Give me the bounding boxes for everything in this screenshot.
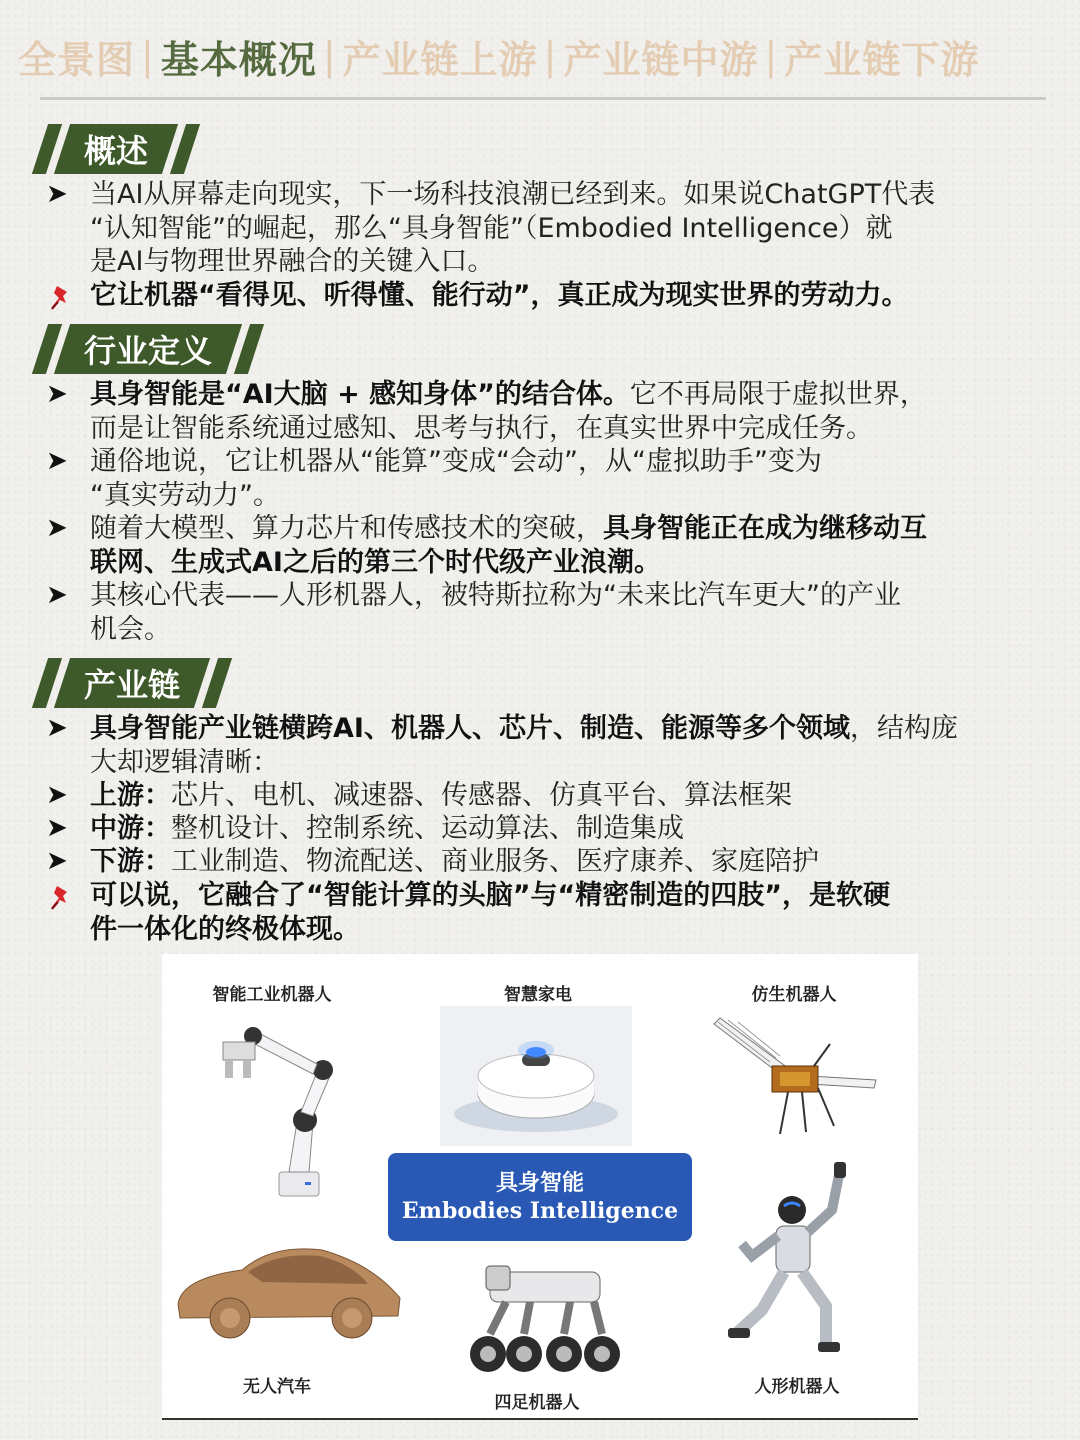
list-item [46,378,1046,445]
list-item [46,512,1046,579]
caption-smart-appliance: 智慧家电 [504,985,572,1005]
list-item-highlight [46,279,1046,313]
autonomous-car-image [172,1234,404,1344]
plain-text: 芯片、电机、减速器、传感器、仿真平台、算法框架 [171,780,792,811]
nav-separator: | [322,34,337,78]
paragraph-line: 联网、生成式AI之后的第三个时代级产业浪潮。 [90,546,661,578]
bold-lead: 具身智能是“AI大脑 + 感知身体”的结合体。 [90,379,630,410]
caption-humanoid-robot: 人形机器人 [754,1377,840,1397]
bold-text: 具身智能正在成为继移动互 [603,513,927,544]
bullet-arrow-icon: ➤ [46,846,68,876]
paragraph-line [90,712,1046,746]
robot-vacuum-image [440,1006,632,1146]
paragraph-line [90,845,1046,879]
caption-quadruped-robot: 四足机器人 [494,1393,580,1413]
plain-text: 随着大模型、算力芯片和传感技术的突破， [90,513,603,544]
bullet-arrow-icon: ➤ [46,713,68,743]
bullet-arrow-icon: ➤ [46,780,68,810]
nav-tab-midstream[interactable]: 产业链中游 [563,37,759,82]
industrial-robot-arm-image [217,1012,347,1202]
top-nav [18,24,1068,88]
caption-autonomous-car: 无人汽车 [243,1377,311,1397]
center-label-zh: 具身智能 [495,1170,584,1196]
bold-label: 下游： [90,846,171,877]
section-title: 行业定义 [84,332,213,370]
pushpin-icon [46,883,76,913]
section-tag-definition [40,324,256,374]
caption-bionic-robot: 仿生机器人 [751,985,837,1005]
highlight-text: 它让机器“看得见、听得懂、能行动”，真正成为现实世界的劳动力。 [90,280,909,311]
pushpin-icon [46,283,76,313]
bullet-arrow-icon: ➤ [46,179,68,209]
nav-separator: | [543,34,558,78]
humanoid-robot-image [722,1160,882,1360]
paragraph-line: “认知智能”的崛起，那么“具身智能”（Embodied Intelligence）就 [90,212,893,244]
list-item [46,178,1046,279]
paragraph-line [90,812,1046,846]
paragraph-line: 当AI从屏幕走向现实，下一场科技浪潮已经到来。如果说ChatGPT代表 [90,179,936,210]
plain-text: 工业制造、物流配送、商业服务、医疗康养、家庭陪护 [171,846,819,877]
nav-tab-upstream[interactable]: 产业链上游 [342,37,538,82]
plain-text: 整机设计、控制系统、运动算法、制造集成 [171,813,684,844]
center-label-en: Embodies Intelligence [401,1198,679,1224]
list-item [46,579,1046,646]
section-title: 产业链 [84,666,181,704]
list-item-upstream [46,779,1046,813]
nav-tab-overview[interactable]: 基本概况 [160,37,317,82]
bullet-arrow-icon: ➤ [46,580,68,610]
list-item-highlight [46,879,1046,946]
bullet-arrow-icon: ➤ [46,446,68,476]
list-item [46,712,1046,779]
bullet-arrow-icon: ➤ [46,379,68,409]
nav-tab-panorama[interactable]: 全景图 [18,37,136,82]
bold-label: 中游： [90,813,171,844]
plain-text: ，结构庞 [849,713,958,744]
nav-separator: | [141,34,155,78]
paragraph-line: 而是让智能系统通过感知、思考与执行，在真实世界中完成任务。 [90,412,873,444]
list-item [46,445,1046,512]
paragraph-line: 机会。 [90,613,171,645]
embodied-intelligence-figure [162,954,918,1420]
nav-separator: | [764,34,779,78]
paragraph-line [90,779,1046,813]
paragraph-line: “真实劳动力”。 [90,479,280,511]
paragraph-line [90,512,1046,546]
list-item-downstream [46,845,1046,879]
nav-divider [40,97,1046,100]
paragraph-line: 是AI与物理世界融合的关键入口。 [90,246,495,277]
plain-text: 它不再局限于虚拟世界， [629,379,927,410]
bullet-arrow-icon: ➤ [46,813,68,843]
section-title: 概述 [84,132,149,170]
list-item-midstream [46,812,1046,846]
bullet-arrow-icon: ➤ [46,513,68,543]
bold-lead: 具身智能产业链横跨AI、机器人、芯片、制造、能源等多个领域 [90,713,850,744]
caption-industrial-robot: 智能工业机器人 [212,985,332,1005]
bionic-robot-image [710,1014,880,1144]
center-label-box [388,1153,692,1241]
bold-label: 上游： [90,780,171,811]
quadruped-robot-image [460,1254,630,1384]
paragraph-line: 其核心代表——人形机器人，被特斯拉称为“未来比汽车更大”的产业 [90,580,901,611]
section-tag-overview [40,124,192,174]
paragraph-line: 大却逻辑清晰： [90,746,279,778]
section-tag-chain [40,658,224,708]
highlight-text: 可以说，它融合了“智能计算的头脑”与“精密制造的四肢”，是软硬 [90,880,890,911]
paragraph-line: 通俗地说，它让机器从“能算”变成“会动”，从“虚拟助手”变为 [90,446,822,477]
highlight-text: 件一体化的终极体现。 [90,913,360,945]
paragraph-line [90,378,1046,412]
nav-tab-downstream[interactable]: 产业链下游 [784,37,980,82]
